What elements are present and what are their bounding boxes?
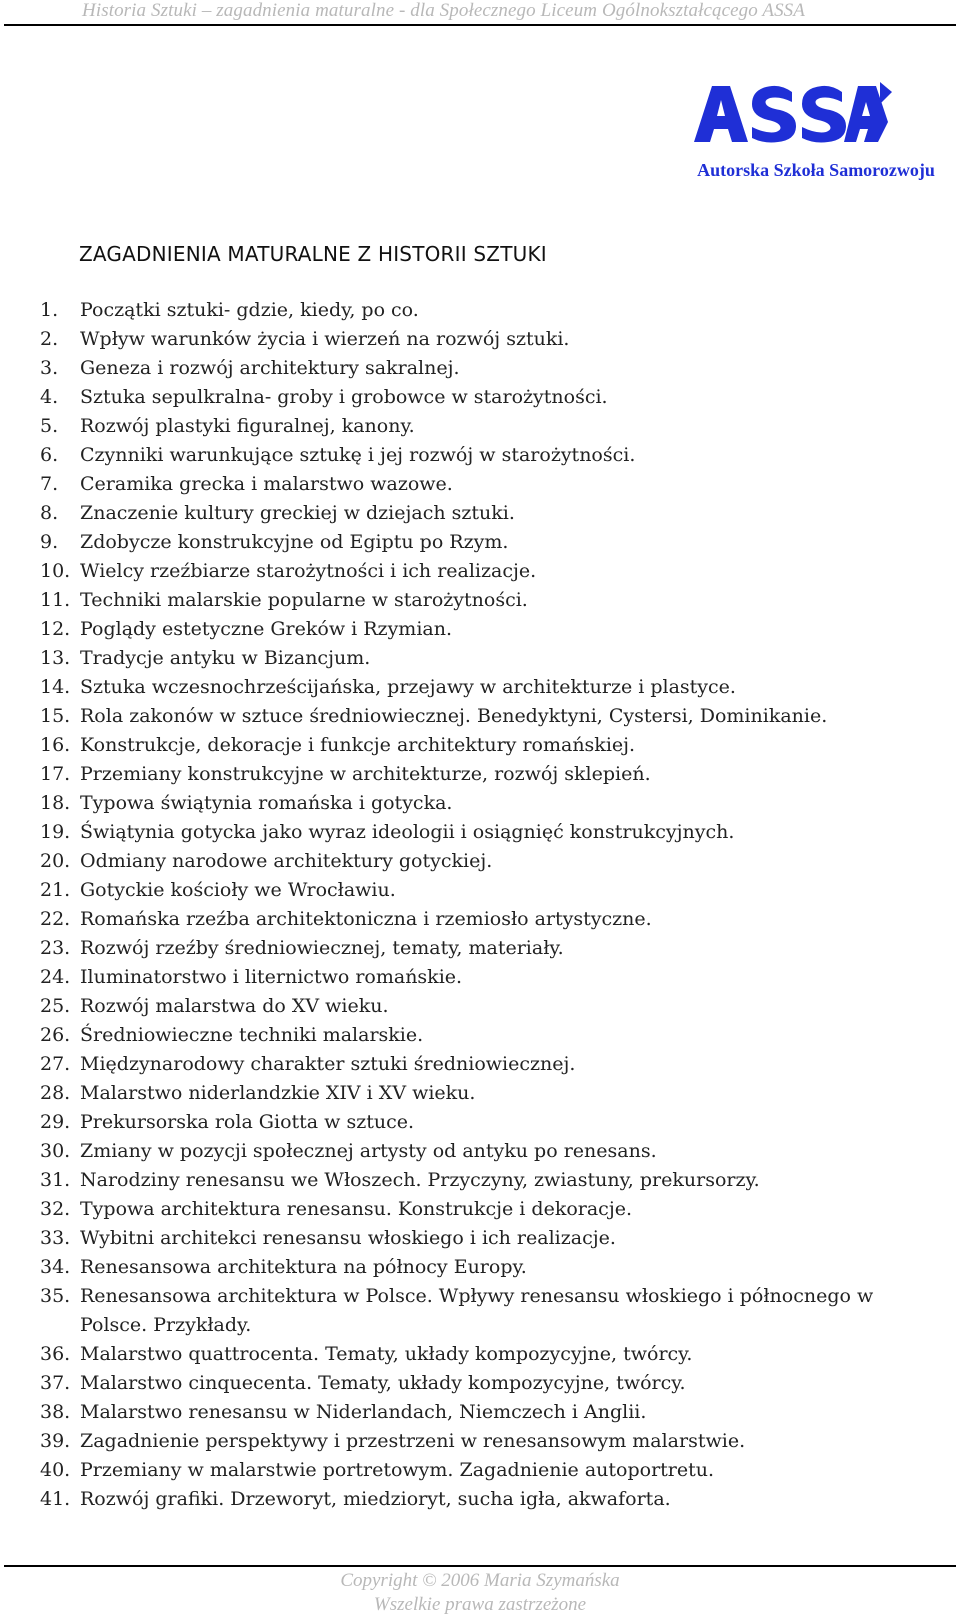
list-item bbox=[0, 731, 960, 760]
list-item bbox=[0, 876, 960, 905]
list-item-number: 35. bbox=[40, 1285, 71, 1307]
list-item bbox=[0, 1282, 960, 1340]
list-item-text: Iluminatorstwo i liternictwo romańskie. bbox=[80, 966, 463, 988]
list-item-number: 29. bbox=[40, 1111, 71, 1133]
list-item bbox=[0, 354, 960, 383]
list-item-number: 1. bbox=[40, 299, 59, 321]
logo-tagline: Autorska Szkoła Samorozwoju bbox=[697, 160, 935, 180]
list-item-text: Zagadnienie perspektywy i przestrzeni w renesansowym malarstwie. bbox=[80, 1430, 746, 1452]
list-item-number: 15. bbox=[40, 705, 71, 727]
list-item-text: Techniki malarskie popularne w starożytności. bbox=[80, 589, 528, 611]
list-item-number: 8. bbox=[40, 502, 59, 524]
list-item bbox=[0, 1079, 960, 1108]
list-item bbox=[0, 1166, 960, 1195]
list-item-number: 23. bbox=[40, 937, 71, 959]
list-item bbox=[0, 644, 960, 673]
list-item bbox=[0, 905, 960, 934]
list-item-text: Wielcy rzeźbiarze starożytności i ich realizacje. bbox=[80, 560, 537, 582]
list-item bbox=[0, 760, 960, 789]
list-item-number: 27. bbox=[40, 1053, 71, 1075]
running-header: Historia Sztuki – zagadnienia maturalne - dla Społecznego Liceum Ogólnokształcącego ASSA bbox=[82, 0, 805, 21]
rights-text: Wszelkie prawa zastrzeżone bbox=[373, 1594, 587, 1615]
list-item bbox=[0, 615, 960, 644]
list-item-number: 7. bbox=[40, 473, 59, 495]
list-item bbox=[0, 992, 960, 1021]
list-item bbox=[0, 1224, 960, 1253]
list-item-number: 34. bbox=[40, 1256, 71, 1278]
list-item-text: Tradycje antyku w Bizancjum. bbox=[80, 647, 371, 669]
list-item-text: Wybitni architekci renesansu włoskiego i ich realizacje. bbox=[80, 1227, 616, 1249]
list-item-text: Rozwój plastyki figuralnej, kanony. bbox=[80, 415, 415, 437]
list-item-number: 18. bbox=[40, 792, 71, 814]
list-item bbox=[0, 441, 960, 470]
list-item-text: Rozwój grafiki. Drzeworyt, miedzioryt, sucha igła, akwaforta. bbox=[80, 1488, 671, 1510]
topics-list bbox=[0, 296, 960, 1514]
list-item-number: 33. bbox=[40, 1227, 71, 1249]
list-item-text: Geneza i rozwój architektury sakralnej. bbox=[80, 357, 460, 379]
list-item bbox=[0, 1398, 960, 1427]
list-item-number: 2. bbox=[40, 328, 59, 350]
footer-divider bbox=[4, 1565, 956, 1567]
list-item-text: Średniowieczne techniki malarskie. bbox=[80, 1024, 424, 1046]
list-item-number: 40. bbox=[40, 1459, 71, 1481]
list-item-text: Wpływ warunków życia i wierzeń na rozwój sztuki. bbox=[80, 328, 570, 350]
list-item-text: Odmiany narodowe architektury gotyckiej. bbox=[80, 850, 493, 872]
list-item-number: 14. bbox=[40, 676, 71, 698]
list-item-text: Konstrukcje, dekoracje i funkcje architektury romańskiej. bbox=[80, 734, 636, 756]
list-item-number: 17. bbox=[40, 763, 71, 785]
list-item-text: Rola zakonów w sztuce średniowiecznej. Benedyktyni, Cystersi, Dominikanie. bbox=[80, 705, 828, 727]
list-item-text: Renesansowa architektura w Polsce. Wpływy renesansu włoskiego i północnego w Polsce. Przykłady. bbox=[80, 1285, 874, 1336]
list-item bbox=[0, 296, 960, 325]
list-item-number: 12. bbox=[40, 618, 71, 640]
list-item-text: Międzynarodowy charakter sztuki średniowiecznej. bbox=[80, 1053, 576, 1075]
copyright-text: Copyright © 2006 Maria Szymańska bbox=[340, 1570, 620, 1591]
footer bbox=[0, 1569, 960, 1617]
list-item-number: 20. bbox=[40, 850, 71, 872]
list-item-number: 31. bbox=[40, 1169, 71, 1191]
list-item-number: 5. bbox=[40, 415, 59, 437]
list-item-text: Poglądy estetyczne Greków i Rzymian. bbox=[80, 618, 452, 640]
document-title: ZAGADNIENIA MATURALNE Z HISTORII SZTUKI bbox=[79, 242, 547, 266]
list-item-text: Ceramika grecka i malarstwo wazowe. bbox=[80, 473, 453, 495]
list-item bbox=[0, 412, 960, 441]
list-item bbox=[0, 1253, 960, 1282]
list-item-number: 41. bbox=[40, 1488, 71, 1510]
list-item-text: Świątynia gotycka jako wyraz ideologii i osiągnięć konstrukcyjnych. bbox=[80, 821, 735, 843]
list-item-text: Zdobycze konstrukcyjne od Egiptu po Rzym. bbox=[80, 531, 509, 553]
list-item-text: Początki sztuki- gdzie, kiedy, po co. bbox=[80, 299, 419, 321]
list-item-number: 28. bbox=[40, 1082, 71, 1104]
list-item-text: Romańska rzeźba architektoniczna i rzemiosło artystyczne. bbox=[80, 908, 652, 930]
list-item bbox=[0, 557, 960, 586]
list-item-text: Typowa architektura renesansu. Konstrukcje i dekoracje. bbox=[80, 1198, 633, 1220]
list-item bbox=[0, 586, 960, 615]
list-item-text: Malarstwo cinquecenta. Tematy, układy kompozycyjne, twórcy. bbox=[80, 1372, 686, 1394]
list-item-number: 36. bbox=[40, 1343, 71, 1365]
list-item-number: 4. bbox=[40, 386, 59, 408]
list-item bbox=[0, 1137, 960, 1166]
list-item bbox=[0, 1427, 960, 1456]
list-item-text: Przemiany w malarstwie portretowym. Zagadnienie autoportretu. bbox=[80, 1459, 715, 1481]
list-item-number: 6. bbox=[40, 444, 59, 466]
list-item-text: Narodziny renesansu we Włoszech. Przyczyny, zwiastuny, prekursorzy. bbox=[80, 1169, 760, 1191]
list-item bbox=[0, 1108, 960, 1137]
list-item-number: 21. bbox=[40, 879, 71, 901]
list-item-text: Przemiany konstrukcyjne w architekturze, rozwój sklepień. bbox=[80, 763, 651, 785]
list-item-number: 37. bbox=[40, 1372, 71, 1394]
list-item-number: 3. bbox=[40, 357, 59, 379]
list-item-text: Malarstwo niderlandzkie XIV i XV wieku. bbox=[80, 1082, 476, 1104]
list-item-number: 11. bbox=[40, 589, 71, 611]
list-item-text: Malarstwo renesansu w Niderlandach, Niemczech i Anglii. bbox=[80, 1401, 647, 1423]
list-item bbox=[0, 1456, 960, 1485]
list-item-number: 16. bbox=[40, 734, 71, 756]
list-item-text: Typowa świątynia romańska i gotycka. bbox=[80, 792, 453, 814]
list-item-number: 24. bbox=[40, 966, 71, 988]
list-item-number: 30. bbox=[40, 1140, 71, 1162]
list-item bbox=[0, 1485, 960, 1514]
list-item-number: 22. bbox=[40, 908, 71, 930]
list-item-text: Gotyckie kościoły we Wrocławiu. bbox=[80, 879, 396, 901]
list-item bbox=[0, 1050, 960, 1079]
list-item-text: Rozwój malarstwa do XV wieku. bbox=[80, 995, 389, 1017]
list-item bbox=[0, 818, 960, 847]
list-item-text: Sztuka wczesnochrześcijańska, przejawy w architekturze i plastyce. bbox=[80, 676, 736, 698]
list-item bbox=[0, 963, 960, 992]
list-item bbox=[0, 383, 960, 412]
list-item bbox=[0, 1340, 960, 1369]
list-item-number: 39. bbox=[40, 1430, 71, 1452]
list-item-text: Czynniki warunkujące sztukę i jej rozwój w starożytności. bbox=[80, 444, 636, 466]
list-item bbox=[0, 1195, 960, 1224]
list-item bbox=[0, 499, 960, 528]
list-item bbox=[0, 528, 960, 557]
list-item-number: 13. bbox=[40, 647, 71, 669]
list-item-text: Malarstwo quattrocenta. Tematy, układy kompozycyjne, twórcy. bbox=[80, 1343, 693, 1365]
list-item-text: Zmiany w pozycji społecznej artysty od antyku po renesans. bbox=[80, 1140, 657, 1162]
assa-logo-wordmark bbox=[676, 82, 956, 162]
list-item bbox=[0, 847, 960, 876]
header-divider bbox=[4, 24, 956, 26]
list-item-number: 10. bbox=[40, 560, 71, 582]
list-item bbox=[0, 673, 960, 702]
list-item bbox=[0, 1021, 960, 1050]
list-item bbox=[0, 325, 960, 354]
list-item bbox=[0, 702, 960, 731]
list-item-number: 9. bbox=[40, 531, 59, 553]
list-item bbox=[0, 789, 960, 818]
list-item-number: 19. bbox=[40, 821, 71, 843]
list-item-number: 25. bbox=[40, 995, 71, 1017]
list-item bbox=[0, 1369, 960, 1398]
list-item-number: 26. bbox=[40, 1024, 71, 1046]
list-item-text: Znaczenie kultury greckiej w dziejach sztuki. bbox=[80, 502, 515, 524]
list-item-number: 38. bbox=[40, 1401, 71, 1423]
list-item bbox=[0, 934, 960, 963]
list-item-number: 32. bbox=[40, 1198, 71, 1220]
list-item-text: Sztuka sepulkralna- groby i grobowce w starożytności. bbox=[80, 386, 608, 408]
list-item-text: Renesansowa architektura na północy Europy. bbox=[80, 1256, 527, 1278]
list-item-text: Prekursorska rola Giotta w sztuce. bbox=[80, 1111, 415, 1133]
list-item-text: Rozwój rzeźby średniowiecznej, tematy, materiały. bbox=[80, 937, 564, 959]
list-item bbox=[0, 470, 960, 499]
